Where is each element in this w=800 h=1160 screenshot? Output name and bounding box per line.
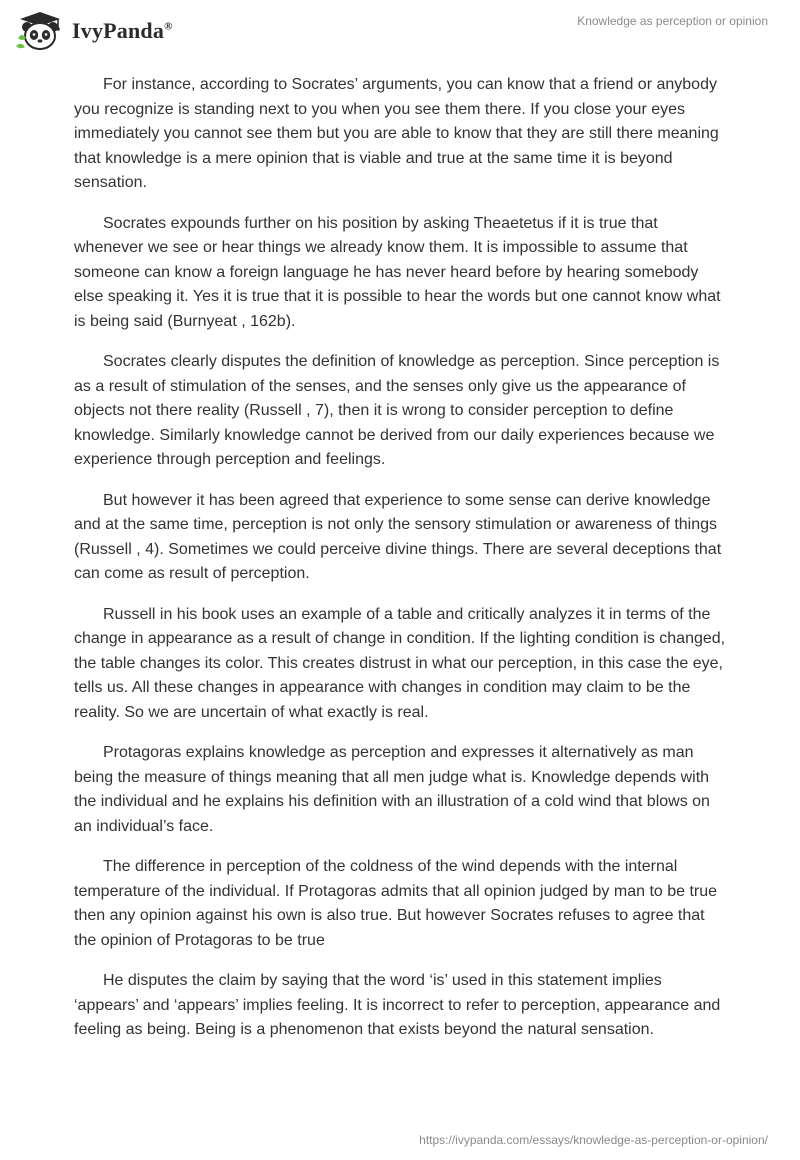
brand-name: IvyPanda® xyxy=(72,18,173,43)
ivypanda-logo[interactable] xyxy=(14,10,173,52)
paragraph: Russell in his book uses an example of a table and critically analyzes it in terms of the change in appearance as a result of change in condition. If the lighting condition is changed, the table changes its color. This creates distrust in what our perception, in this case the eye, tells us. All these changes in appearance with changes in condition may claim to be the reality. So we are uncertain of what exactly is real. xyxy=(74,605,726,721)
essay-body xyxy=(74,73,726,1059)
paragraph: But however it has been agreed that experience to some sense can derive knowledge and at the same time, perception is not only the sensory stimulation or awareness of things (Russell , 4). Sometimes we could perceive divine things. There are several deceptions that can come as result of perception. xyxy=(74,491,722,582)
paragraph: Socrates expounds further on his position by asking Theaetetus if it is true that whenever we see or hear things we already know them. It is impossible to assume that someone can know a foreign language he has never heard before by hearing somebody else speaking it. Yes it is true that it is possible to hear the words but one cannot know what is being said (Burnyeat , 162b). xyxy=(74,214,721,330)
paragraph: Protagoras explains knowledge as perception and expresses it alternatively as man being the measure of things meaning that all men judge what is. Knowledge depends with the individual and he explains his definition with an illustration of a cold wind that blows on an individual’s face. xyxy=(74,744,710,835)
document-title: Knowledge as perception or opinion xyxy=(577,14,768,28)
page-header xyxy=(0,0,800,64)
paragraph: The difference in perception of the coldness of the wind depends with the internal temperature of the individual. If Protagoras admits that all opinion judged by man to be true then any opinion against his own is also true. But however Socrates refuses to agree that the opinion of Protagoras to be true xyxy=(74,858,718,949)
paragraph: For instance, according to Socrates’ arguments, you can know that a friend or anybody you recognize is standing next to you when you see them there. If you close your eyes immediately you cannot see them but you are able to know that they are still there meaning that knowledge is a mere opinion that is viable and true at the same time it is beyond sensation. xyxy=(74,76,719,191)
source-url[interactable]: https://ivypanda.com/essays/knowledge-as-perception-or-opinion/ xyxy=(419,1133,768,1147)
paragraph: Socrates clearly disputes the definition of knowledge as perception. Since perception is as a result of stimulation of the senses, and the senses only give us the appearance of objects not there reality (Russell , 7), then it is wrong to consider perception to define knowledge. Similarly knowledge cannot be derived from our daily experiences because we experience through perception and feelings. xyxy=(74,353,720,468)
paragraph: He disputes the claim by saying that the word ‘is’ used in this statement implies ‘appears’ and ‘appears’ implies feeling. It is incorrect to refer to perception, appearance and feeling as being. Being is a phenomenon that exists beyond the natural sensation. xyxy=(74,972,721,1038)
panda-mascot-icon xyxy=(14,10,66,52)
